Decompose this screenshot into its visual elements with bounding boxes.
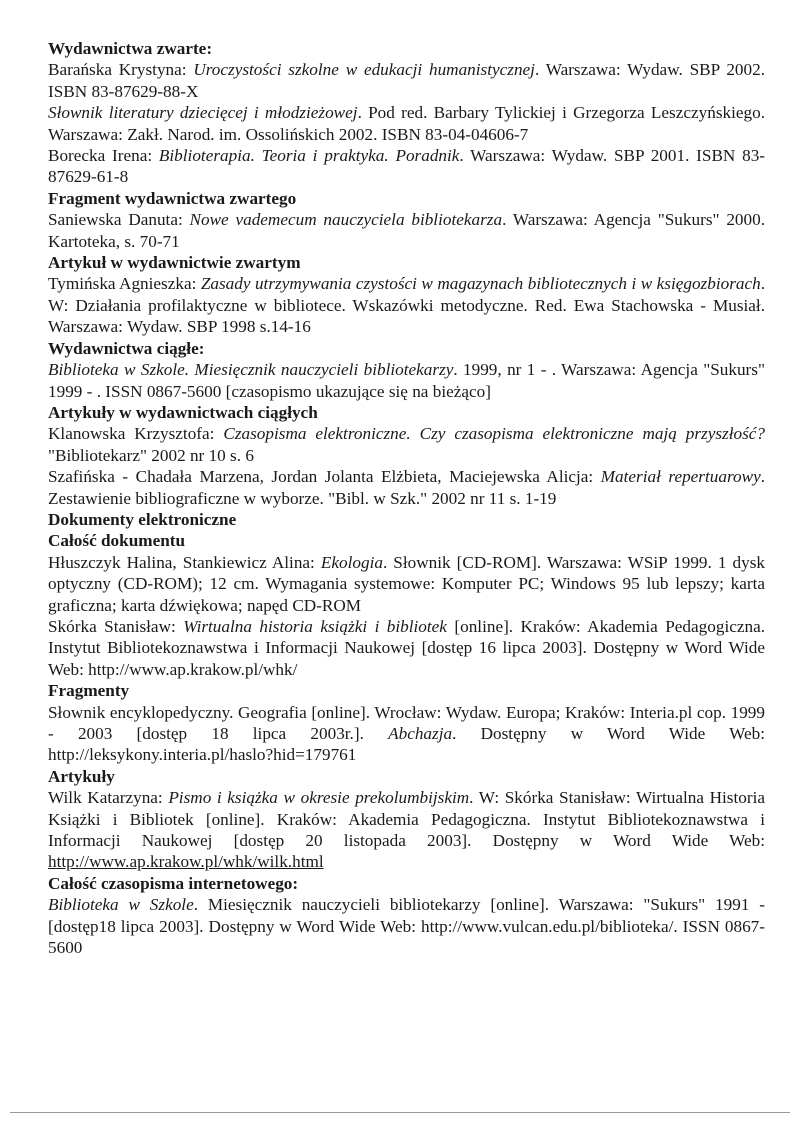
- section-heading: Całość czasopisma internetowego:: [48, 873, 299, 893]
- entry-author: Tymińska Agnieszka:: [48, 274, 201, 294]
- entry-author: Słownik encyklopedyczny. Geografia [online]. Wrocław: Wydaw. Europa; Kraków: Interia.pl cop. 1999 - 2003 [dostęp 18 lipca 2003r.].: [48, 702, 765, 743]
- bibliography-entry: [48, 616, 765, 680]
- entry-details: . W: Działania profilaktyczne w bibliotece. Wskazówki metodyczne. Red. Ewa Stachowska - Musiał. Warszawa: Wydaw. SBP 1998 s.14-16: [48, 274, 765, 337]
- entry-title: Abchazja: [388, 724, 453, 743]
- entry-title: Pismo i książka w okresie prekolumbijskim: [168, 788, 470, 808]
- entry-author: Wilk Katarzyna:: [48, 788, 169, 808]
- entry-title: Materiał repertuarowy: [600, 467, 761, 487]
- entry-title: Wirtualna historia książki i bibliotek: [183, 616, 447, 636]
- bibliography-entry: [48, 423, 765, 466]
- bibliography-entry: [48, 145, 765, 188]
- entry-author: Skórka Stanisław:: [48, 616, 184, 636]
- entry-details: . Słownik [CD-ROM]. Warszawa: WSiP 1999. 1 dysk optyczny (CD-ROM); 12 cm. Wymagania systemowe: Komputer PC; Windows 95 lub lepszy; karta graficzna; karta dźwiękowa; napęd CD-ROM: [48, 552, 765, 615]
- entry-title: Biblioterapia. Teoria i praktyka. Poradnik: [158, 146, 460, 166]
- bibliography-entry: [48, 466, 765, 509]
- entry-author: Barańska Krystyna:: [48, 60, 194, 80]
- entry-details: . Miesięcznik nauczycieli bibliotekarzy [online]. Warszawa: "Sukurs" 1991 - [dostęp18 lipca 2003]. Dostępny w Word Wide Web: http://www.vulcan.edu.pl/biblioteka/. ISSN 0867-5600: [48, 895, 765, 958]
- entry-author: Hłuszczyk Halina, Stankiewicz Alina:: [48, 552, 321, 572]
- entry-link[interactable]: http://www.ap.krakow.pl/whk/wilk.html: [48, 852, 324, 872]
- entry-title: Biblioteka w Szkole. Miesięcznik nauczycieli bibliotekarzy: [48, 360, 454, 380]
- section-heading: Artykuły: [48, 766, 115, 786]
- entry-details: . Zestawienie bibliograficzne w wyborze. "Bibl. w Szk." 2002 nr 11 s. 1-19: [48, 467, 765, 508]
- entry-author: Saniewska Danuta:: [48, 210, 190, 230]
- bibliography-entry: [48, 273, 765, 337]
- section-heading: Wydawnictwa zwarte:: [48, 39, 213, 58]
- bibliography-entry: [48, 209, 765, 252]
- section-heading: Dokumenty elektroniczne: [48, 509, 237, 529]
- entry-details: . Warszawa: Wydaw. SBP 2001. ISBN 83-87629-61-8: [48, 146, 766, 187]
- entry-details: "Bibliotekarz" 2002 nr 10 s. 6: [48, 445, 254, 465]
- page-bottom-rule: [10, 1112, 790, 1113]
- bibliography-list: [48, 38, 765, 958]
- bibliography-entry: [48, 59, 765, 102]
- entry-title: Czasopisma elektroniczne. Czy czasopisma elektroniczne mają przyszłość?: [223, 424, 766, 444]
- entry-details: . 1999, nr 1 - . Warszawa: Agencja "Sukurs" 1999 - . ISSN 0867-5600 [czasopismo ukazujące się na bieżąco]: [48, 360, 765, 401]
- bibliography-entry: [48, 552, 765, 616]
- bibliography-entry: [48, 702, 765, 766]
- entry-title: Uroczystości szkolne w edukacji humanistycznej: [193, 60, 535, 80]
- bibliography-entry: [48, 894, 765, 958]
- entry-details: . Warszawa: Agencja "Sukurs" 2000. Kartoteka, s. 70-71: [48, 210, 765, 251]
- bibliography-entry: [48, 359, 765, 402]
- section-heading: Wydawnictwa ciągłe:: [48, 338, 205, 358]
- bibliography-entry: [48, 102, 765, 145]
- section-heading: Fragment wydawnictwa zwartego: [48, 188, 297, 208]
- entry-title: Nowe vademecum nauczyciela bibliotekarza: [189, 210, 503, 230]
- entry-author: Klanowska Krzysztofa:: [48, 424, 224, 444]
- section-heading: Całość dokumentu: [48, 531, 186, 551]
- section-heading: Artykuły w wydawnictwach ciągłych: [48, 402, 318, 422]
- document-page: [48, 38, 765, 958]
- entry-title: Słownik literatury dziecięcej i młodzieżowej: [48, 103, 358, 123]
- entry-details: . Pod red. Barbary Tylickiej i Grzegorza Leszczyńskiego. Warszawa: Zakł. Narod. im. Ossolińskich 2002. ISBN 83-04-04606-7: [48, 103, 765, 144]
- entry-details: . Warszawa: Wydaw. SBP 2002. ISBN 83-87629-88-X: [48, 60, 765, 101]
- bibliography-entry: [48, 787, 765, 873]
- entry-author: Borecka Irena:: [48, 146, 159, 166]
- entry-details: . W: Skórka Stanisław: Wirtualna Historia Książki i Bibliotek [online]. Kraków: Akademia Pedagogiczna. Instytut Bibliotekoznawstwa i Informacji Naukowej [dostęp 20 listopada 2003]. Dostępny w Word Wide Web:: [48, 788, 765, 851]
- entry-author: Szafińska - Chadała Marzena, Jordan Jolanta Elżbieta, Maciejewska Alicja:: [48, 467, 601, 487]
- entry-title: Ekologia: [320, 552, 383, 572]
- section-heading: Artykuł w wydawnictwie zwartym: [48, 253, 301, 273]
- entry-details: . Dostępny w Word Wide Web: http://leksykony.interia.pl/haslo?hid=179761: [48, 724, 765, 765]
- entry-title: Zasady utrzymywania czystości w magazynach bibliotecznych i w księgozbiorach: [200, 274, 761, 294]
- section-heading: Fragmenty: [48, 681, 130, 701]
- entry-title: Biblioteka w Szkole: [48, 895, 194, 915]
- entry-details: [online]. Kraków: Akademia Pedagogiczna. Instytut Bibliotekoznawstwa i Informacji Naukowej [dostęp 16 lipca 2003]. Dostępny w Word Wide Web: http://www.ap.krakow.pl/whk/: [48, 616, 765, 679]
